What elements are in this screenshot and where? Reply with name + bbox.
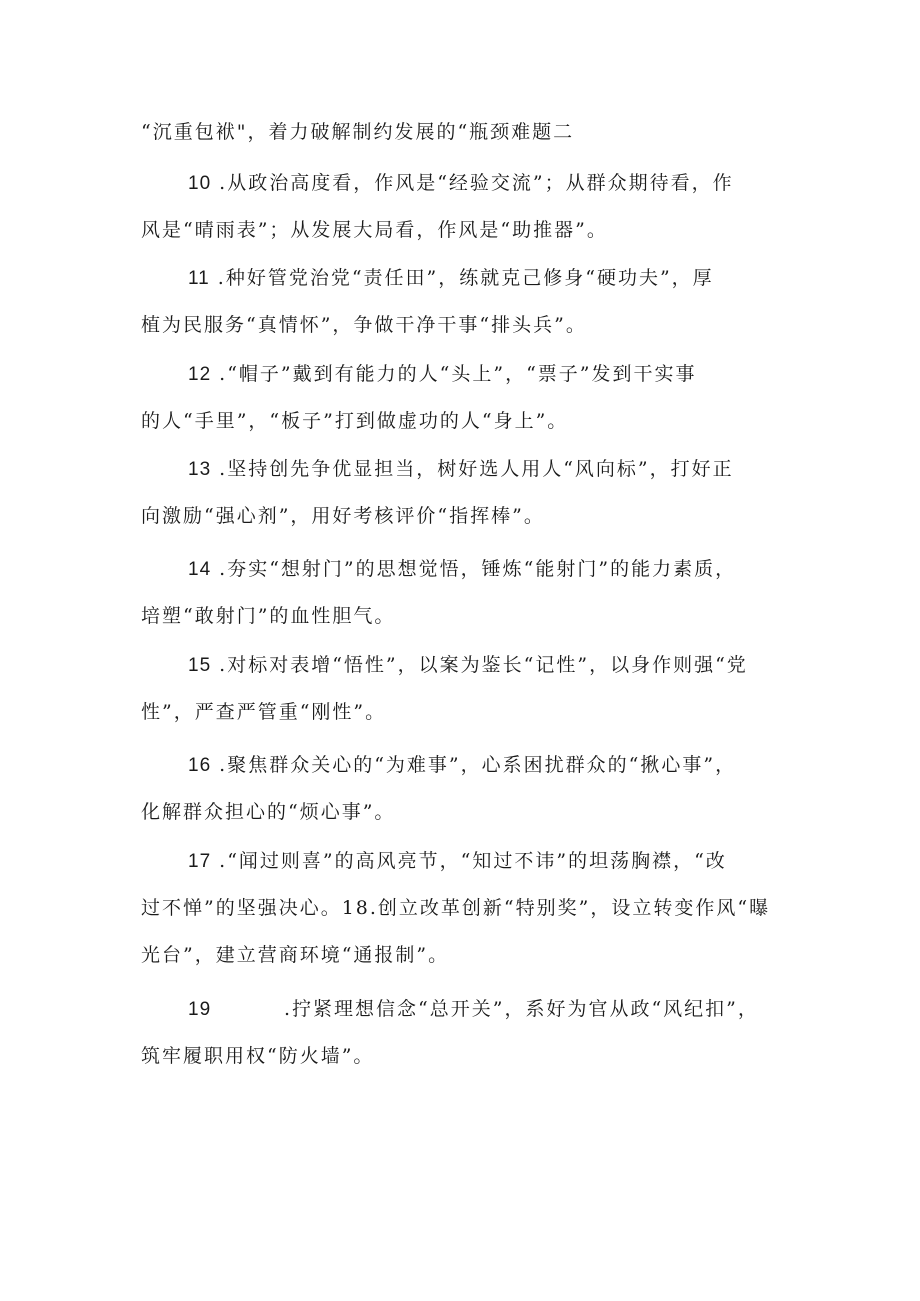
paragraph-line bbox=[141, 642, 801, 689]
line-text: 性”，严查严管重“刚性”。 bbox=[141, 701, 387, 723]
paragraph-item-10 bbox=[141, 160, 801, 254]
paragraph-item-12 bbox=[141, 351, 801, 445]
paragraph-line bbox=[141, 546, 801, 593]
paragraph-line bbox=[141, 255, 801, 302]
paragraph-item-16 bbox=[141, 742, 801, 836]
line-text: .“帽子”戴到有能力的人“头上”，“票子”发到干实事 bbox=[211, 363, 697, 385]
line-text: .拧紧理想信念“总开关”，系好为官从政“风纪扣”， bbox=[284, 998, 759, 1020]
line-text: 光台”，建立营商环境“通报制”。 bbox=[141, 944, 450, 966]
paragraph-line bbox=[141, 689, 801, 736]
paragraph-line bbox=[141, 207, 801, 254]
item-number: 16 bbox=[188, 755, 212, 776]
line-text: 向激励“强心剂”，用好考核评价“指挥棒”。 bbox=[141, 505, 545, 527]
paragraph-line bbox=[141, 593, 801, 640]
item-number: 14 bbox=[188, 559, 212, 580]
item-number: 17 bbox=[188, 851, 212, 872]
paragraph-line bbox=[141, 109, 801, 156]
line-text: .坚持创先争优显担当，树好选人用人“风向标”，打好正 bbox=[211, 458, 734, 480]
line-text: .“闻过则喜”的高风亮节，“知过不讳”的坦荡胸襟，“改 bbox=[211, 850, 727, 872]
item-number: 10 bbox=[188, 173, 212, 194]
paragraph-item-13 bbox=[141, 446, 801, 540]
line-text: 过不惮”的坚强决心。18.创立改革创新“特别奖”，设立转变作风“曝 bbox=[141, 897, 771, 919]
line-text: .夯实“想射门”的思想觉悟，锤炼“能射门”的能力素质， bbox=[211, 558, 737, 580]
line-text: “沉重包袱"，着力破解制约发展的“瓶颈难题二 bbox=[141, 121, 575, 143]
paragraph-item-19 bbox=[141, 986, 801, 1080]
paragraph-line bbox=[141, 986, 801, 1033]
line-text: .聚焦群众关心的“为难事”，心系困扰群众的“揪心事”， bbox=[211, 754, 737, 776]
paragraph-line bbox=[141, 160, 801, 207]
item-number: 11 bbox=[188, 268, 210, 289]
paragraph-line bbox=[141, 838, 801, 885]
paragraph-item-14 bbox=[141, 546, 801, 640]
line-text: 培塑“敢射门”的血性胆气。 bbox=[141, 605, 396, 627]
paragraph-line bbox=[141, 351, 801, 398]
line-text: 的人“手里”，“板子”打到做虚功的人“身上”。 bbox=[141, 410, 569, 432]
line-text: 植为民服务“真情怀”，争做干净干事“排头兵”。 bbox=[141, 314, 587, 336]
paragraph-line bbox=[141, 789, 801, 836]
paragraph-line bbox=[141, 885, 801, 932]
item-number: 19 bbox=[188, 999, 212, 1020]
item-number: 13 bbox=[188, 459, 212, 480]
paragraph-line bbox=[141, 302, 801, 349]
paragraph-line bbox=[141, 742, 801, 789]
paragraph-item-11 bbox=[141, 255, 801, 349]
paragraph-item-17 bbox=[141, 838, 801, 979]
line-text: .对标对表增“悟性”，以案为鉴长“记性”，以身作则强“党 bbox=[211, 654, 748, 676]
paragraph-continuation bbox=[141, 109, 801, 156]
item-number: 15 bbox=[188, 655, 212, 676]
paragraph-line bbox=[141, 446, 801, 493]
line-text: 风是“晴雨表”；从发展大局看，作风是“助推器”。 bbox=[141, 219, 608, 241]
line-text: 筑牢履职用权“防火墙”。 bbox=[141, 1045, 375, 1067]
line-text: 化解群众担心的“烦心事”。 bbox=[141, 801, 396, 823]
item-number: 12 bbox=[188, 364, 212, 385]
paragraph-line bbox=[141, 932, 801, 979]
paragraph-line bbox=[141, 1033, 801, 1080]
paragraph-line bbox=[141, 493, 801, 540]
line-text: .从政治高度看，作风是“经验交流”；从群众期待看，作 bbox=[211, 172, 734, 194]
line-text: .种好管党治党“责任田”，练就克己修身“硬功夫”，厚 bbox=[209, 267, 714, 289]
paragraph-line bbox=[141, 398, 801, 445]
paragraph-item-15 bbox=[141, 642, 801, 736]
